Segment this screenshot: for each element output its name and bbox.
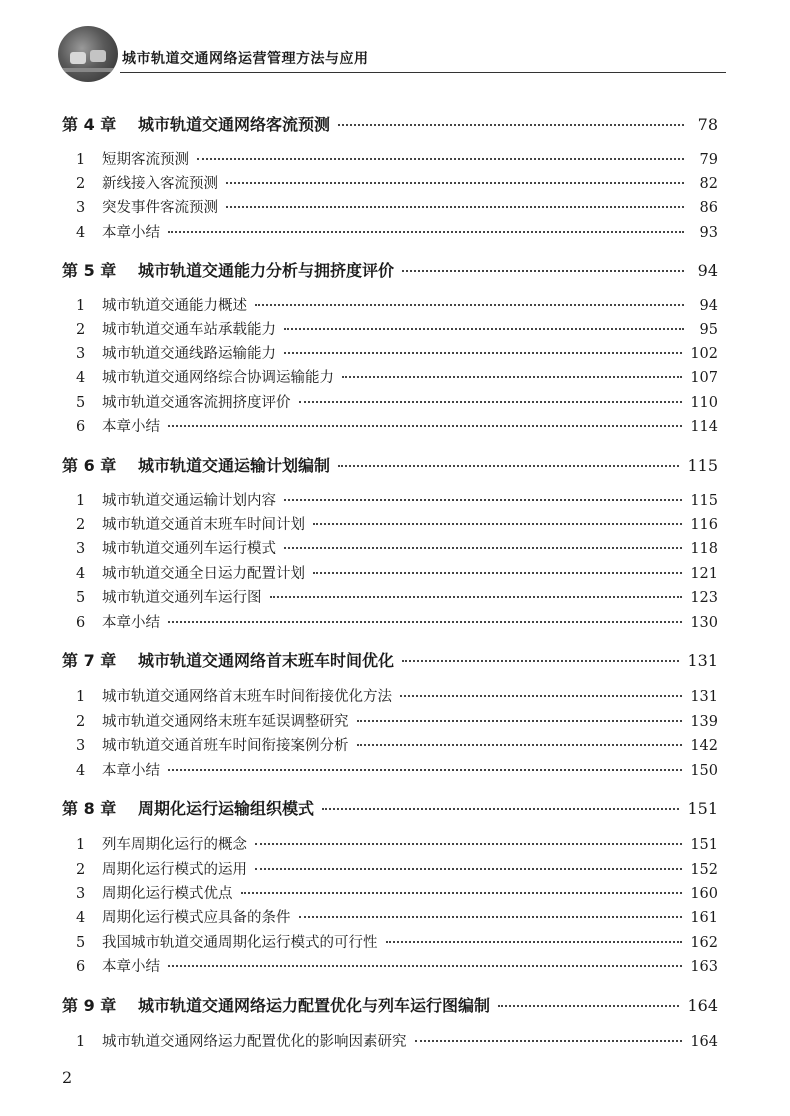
section-number: 1 [76,837,86,853]
dot-leader [255,843,682,845]
section-number: 5 [76,590,86,606]
section-title: 城市轨道交通能力概述 [102,298,247,314]
section-number: 5 [76,395,86,411]
toc-page-number: 82 [699,176,718,192]
section-title: 城市轨道交通客流拥挤度评价 [102,395,291,411]
dot-leader [338,124,684,126]
section-title: 城市轨道交通运输计划内容 [102,493,276,509]
section-title: 本章小结 [102,763,160,779]
chapter-number: 第 7 章 [62,651,117,670]
toc-page-number: 115 [690,493,718,509]
toc-section-row[interactable] [62,586,718,607]
toc-page-number: 151 [690,837,718,853]
section-title: 列车周期化运行的概念 [102,837,247,853]
section-number: 2 [76,714,86,730]
toc-chapter-row[interactable] [62,453,718,476]
section-title: 本章小结 [102,959,160,975]
section-title: 本章小结 [102,225,160,241]
section-title: 城市轨道交通全日运力配置计划 [102,566,305,582]
section-number: 1 [76,298,86,314]
dot-leader [168,965,682,967]
toc-page-number: 162 [690,935,718,951]
section-title: 本章小结 [102,615,160,631]
toc-section-row[interactable] [62,148,718,169]
toc-section-row[interactable] [62,759,718,780]
chapter-title: 城市轨道交通运输计划编制 [138,456,331,475]
dot-leader [299,916,683,918]
section-number: 4 [76,566,86,582]
section-title: 城市轨道交通车站承载能力 [102,322,276,338]
toc-section-row[interactable] [62,196,718,217]
toc-section-row[interactable] [62,833,718,854]
dot-leader [168,769,682,771]
chapter-title: 城市轨道交通网络客流预测 [138,115,331,134]
toc-page-number: 86 [699,200,718,216]
toc-section-row[interactable] [62,685,718,706]
section-title: 城市轨道交通线路运输能力 [102,346,276,362]
toc-page-number: 123 [690,590,718,606]
section-title: 城市轨道交通列车运行图 [102,590,262,606]
toc-page-number: 79 [699,152,718,168]
section-number: 1 [76,1034,86,1050]
dot-leader [284,547,682,549]
dot-leader [255,868,682,870]
dot-leader [498,1005,679,1007]
header-rule [120,72,726,73]
section-number: 2 [76,322,86,338]
toc-section-row[interactable] [62,562,718,583]
section-title: 城市轨道交通列车运行模式 [102,541,276,557]
section-title: 城市轨道交通首末班车时间计划 [102,517,305,533]
chapter-title: 城市轨道交通网络首末班车时间优化 [138,651,395,670]
toc-page-number: 161 [690,910,718,926]
toc-section-row[interactable] [62,366,718,387]
section-number: 3 [76,200,86,216]
chapter-title: 周期化运行运输组织模式 [138,799,315,818]
section-title: 城市轨道交通首班车时间衔接案例分析 [102,738,349,754]
dot-leader [357,744,683,746]
section-title: 城市轨道交通网络综合协调运输能力 [102,370,334,386]
toc-page-number: 131 [687,651,718,670]
toc-chapter-row[interactable] [62,258,718,281]
toc-page-number: 93 [699,225,718,241]
toc-page-number: 102 [690,346,718,362]
dot-leader [226,206,684,208]
section-number: 4 [76,225,86,241]
toc-chapter-row[interactable] [62,112,718,135]
section-title: 短期客流预测 [102,152,189,168]
book-title: 城市轨道交通网络运营管理方法与应用 [122,51,369,67]
chapter-number: 第 6 章 [62,456,117,475]
toc-page-number: 95 [699,322,718,338]
dot-leader [386,941,683,943]
toc-section-row[interactable] [62,415,718,436]
toc-section-row[interactable] [62,955,718,976]
section-title: 城市轨道交通网络首末班车时间衔接优化方法 [102,689,392,705]
toc-section-row[interactable] [62,318,718,339]
section-number: 1 [76,493,86,509]
chapter-title: 城市轨道交通能力分析与拥挤度评价 [138,261,395,280]
toc-section-row[interactable] [62,391,718,412]
dot-leader [313,523,682,525]
dot-leader [357,720,683,722]
running-header [58,26,726,84]
toc-section-row[interactable] [62,172,718,193]
section-number: 5 [76,935,86,951]
chapter-title: 城市轨道交通网络运力配置优化与列车运行图编制 [138,996,491,1015]
toc-page-number: 115 [687,456,718,475]
toc-page-number: 142 [690,738,718,754]
toc-section-row[interactable] [62,858,718,879]
section-number: 2 [76,517,86,533]
section-title: 周期化运行模式应具备的条件 [102,910,291,926]
chapter-number: 第 4 章 [62,115,117,134]
toc-page-number: 121 [690,566,718,582]
section-number: 3 [76,886,86,902]
toc-section-row[interactable] [62,906,718,927]
dot-leader [168,621,682,623]
toc-section-row[interactable] [62,513,718,534]
section-title: 突发事件客流预测 [102,200,218,216]
dot-leader [402,270,684,272]
toc-page-number: 116 [690,517,718,533]
toc-page-number: 160 [690,886,718,902]
dot-leader [226,182,684,184]
section-number: 4 [76,370,86,386]
dot-leader [197,158,684,160]
section-number: 1 [76,689,86,705]
toc-page-number: 164 [687,996,718,1015]
dot-leader [168,231,684,233]
dot-leader [400,695,682,697]
toc-page-number: 164 [690,1034,718,1050]
toc-chapter-row[interactable] [62,993,718,1016]
page-number: 2 [62,1068,73,1087]
section-title: 本章小结 [102,419,160,435]
toc-page-number: 107 [690,370,718,386]
toc-section-row[interactable] [62,931,718,952]
chapter-number: 第 9 章 [62,996,117,1015]
section-number: 4 [76,763,86,779]
dot-leader [415,1040,683,1042]
chapter-number: 第 5 章 [62,261,117,280]
section-title: 新线接入客流预测 [102,176,218,192]
dot-leader [255,304,684,306]
section-title: 城市轨道交通网络运力配置优化的影响因素研究 [102,1034,407,1050]
dot-leader [342,376,682,378]
toc-chapter-row[interactable] [62,648,718,671]
toc-section-row[interactable] [62,710,718,731]
toc-page-number: 118 [690,541,718,557]
toc-section-row[interactable] [62,221,718,242]
section-title: 我国城市轨道交通周期化运行模式的可行性 [102,935,378,951]
section-number: 3 [76,541,86,557]
dot-leader [299,401,683,403]
section-number: 2 [76,862,86,878]
section-number: 1 [76,152,86,168]
toc-section-row[interactable] [62,537,718,558]
toc-page-number: 131 [690,689,718,705]
toc-page-number: 130 [690,615,718,631]
toc-page-number: 150 [690,763,718,779]
section-title: 周期化运行模式的运用 [102,862,247,878]
chapter-number: 第 8 章 [62,799,117,818]
dot-leader [322,808,679,810]
dot-leader [241,892,683,894]
toc-section-row[interactable] [62,882,718,903]
toc-page-number: 151 [687,799,718,818]
section-title: 周期化运行模式优点 [102,886,233,902]
toc-page-number: 114 [690,419,718,435]
dot-leader [270,596,683,598]
section-title: 城市轨道交通网络末班车延误调整研究 [102,714,349,730]
toc-page-number: 163 [690,959,718,975]
section-number: 6 [76,419,86,435]
train-logo-icon [58,26,118,82]
dot-leader [284,328,684,330]
section-number: 3 [76,738,86,754]
section-number: 4 [76,910,86,926]
section-number: 6 [76,615,86,631]
toc-chapter-row[interactable] [62,796,718,819]
toc-section-row[interactable] [62,734,718,755]
dot-leader [338,465,679,467]
toc-section-row[interactable] [62,1030,718,1051]
toc-page-number: 94 [699,298,718,314]
section-number: 3 [76,346,86,362]
section-number: 2 [76,176,86,192]
toc-page-number: 94 [697,261,718,280]
toc-page-number: 78 [697,115,718,134]
toc-section-row[interactable] [62,342,718,363]
dot-leader [313,572,682,574]
toc-section-row[interactable] [62,611,718,632]
toc-page-number: 110 [690,395,718,411]
dot-leader [168,425,682,427]
section-number: 6 [76,959,86,975]
dot-leader [284,499,682,501]
toc-section-row[interactable] [62,294,718,315]
dot-leader [284,352,682,354]
toc-page-number: 152 [690,862,718,878]
toc-section-row[interactable] [62,489,718,510]
dot-leader [402,660,679,662]
toc-page-number: 139 [690,714,718,730]
